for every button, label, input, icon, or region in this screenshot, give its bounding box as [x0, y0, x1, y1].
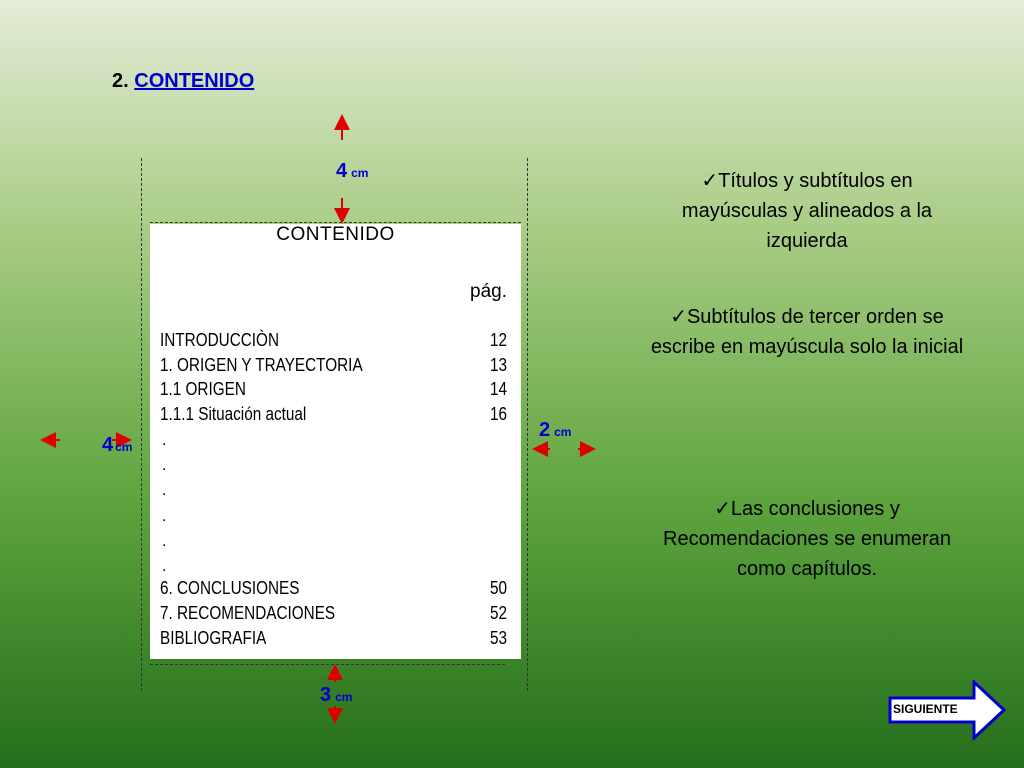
- toc-entry-page: 16: [489, 404, 507, 424]
- toc-entry-label: 1.1.1 Situación actual: [160, 404, 307, 424]
- right-margin-value: 2: [539, 419, 551, 441]
- note-third-order-subtitles: ✓Subtítulos de tercer orden se escribe en mayúscula solo la inicial: [650, 306, 964, 358]
- toc-entry-label: 6. CONCLUSIONES: [160, 578, 300, 598]
- note-conclusions-chapters: ✓Las conclusiones y Recomendaciones se enumeran como capítulos.: [663, 498, 951, 580]
- toc-entry-label: BIBLIOGRAFIA: [160, 628, 267, 648]
- note-titles-uppercase: ✓Títulos y subtítulos en mayúsculas y alineados a la izquierda: [681, 170, 933, 252]
- toc-ellipsis-dot: .: [162, 457, 167, 474]
- toc-page-header: pág.: [470, 281, 507, 302]
- right-margin-unit: cm: [554, 425, 572, 439]
- toc-entry-page: 53: [489, 628, 507, 648]
- toc-entry-page: 52: [489, 603, 507, 623]
- toc-entry-label: 1. ORIGEN Y TRAYECTORIA: [160, 355, 363, 375]
- left-margin-value: 4: [102, 434, 114, 456]
- next-button-label[interactable]: SIGUIENTE: [893, 702, 958, 716]
- toc-ellipsis-dot: .: [162, 558, 167, 575]
- toc-ellipsis-dot: .: [162, 432, 167, 449]
- toc-ellipsis-dot: .: [162, 533, 167, 550]
- bottom-margin-label: [320, 684, 352, 707]
- left-margin-label: [102, 434, 132, 457]
- heading-number: 2.: [112, 70, 129, 92]
- toc-entry-page: 12: [489, 330, 507, 350]
- toc-entry-label: 1.1 ORIGEN: [160, 379, 246, 399]
- right-margin-label: [539, 419, 571, 442]
- top-margin-label: [336, 160, 368, 183]
- top-margin-unit: cm: [351, 166, 369, 180]
- toc-entry-label: INTRODUCCIÒN: [160, 330, 279, 350]
- toc-ellipsis-dot: .: [162, 482, 167, 499]
- toc-entry-page: 50: [489, 578, 507, 598]
- toc-ellipsis-dot: .: [162, 508, 167, 525]
- toc-entry-page: 13: [489, 355, 507, 375]
- bottom-margin-value: 3: [320, 684, 332, 706]
- toc-entry-page: 14: [489, 379, 507, 399]
- heading-title-link[interactable]: CONTENIDO: [134, 70, 255, 92]
- bottom-margin-unit: cm: [335, 690, 353, 704]
- toc-title: CONTENIDO: [276, 224, 395, 245]
- left-margin-unit: cm: [115, 440, 133, 454]
- toc-entry-label: 7. RECOMENDACIONES: [160, 603, 336, 623]
- top-margin-value: 4: [336, 160, 348, 182]
